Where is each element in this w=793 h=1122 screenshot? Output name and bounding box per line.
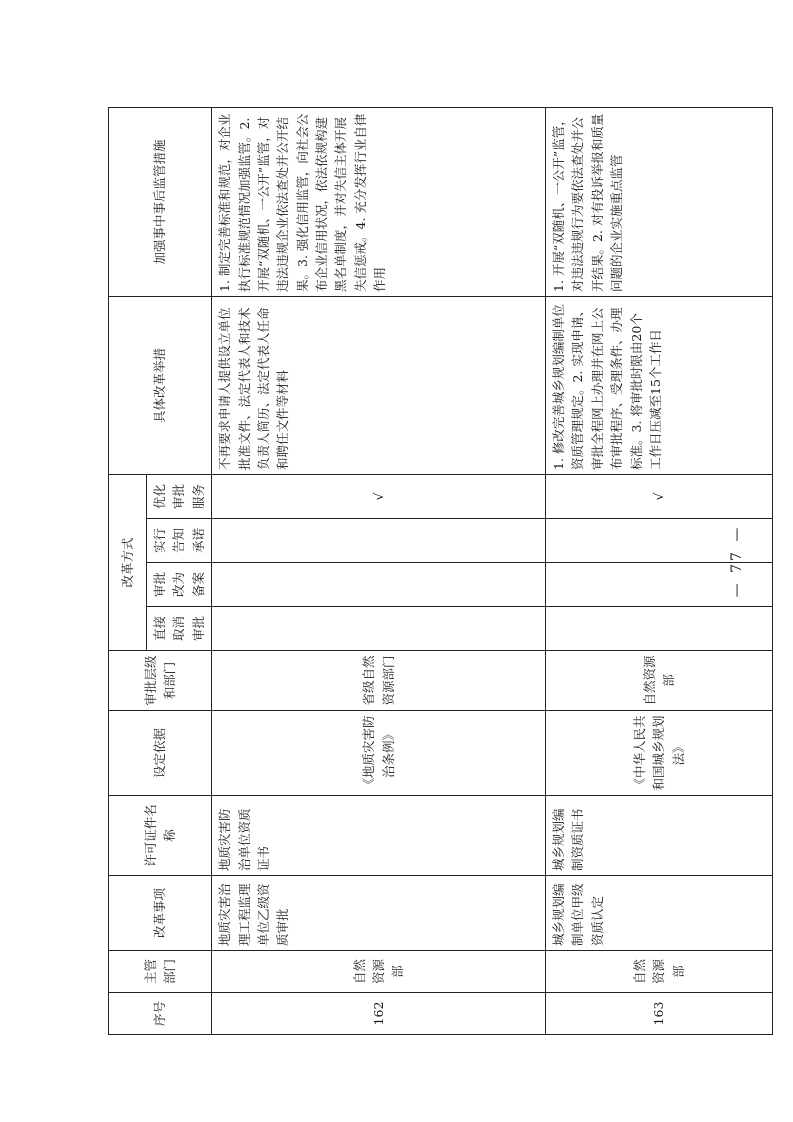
table-row-162	[212, 107, 546, 1034]
header-supervision: 加强事中事后监管措施	[109, 107, 212, 296]
cell-notify	[212, 519, 546, 563]
page-number: — 77 —	[729, 524, 745, 598]
cell-level: 省级自然资源部门	[212, 651, 546, 711]
header-dept: 主管部门	[109, 951, 212, 993]
cell-cert: 城乡规划编制资质证书	[546, 796, 773, 876]
cell-seq: 162	[212, 993, 546, 1035]
cell-dept: 自然资源部	[546, 951, 773, 993]
cell-optimize-check: √	[546, 474, 773, 518]
cell-dept: 自然资源部	[212, 951, 546, 993]
header-method-notify: 实行告知承诺	[147, 519, 212, 563]
cell-measures: 1. 修改完善城乡规划编制单位资质管理规定。2. 实现申请、审批全程网上办理并在网上公布审批程序、受理条件、办理标准。3. 将审批时限由20个工作日压减至15个工作日	[546, 296, 773, 474]
cell-cert: 地质灾害防治单位资质证书	[212, 796, 546, 876]
cell-supervision: 1. 制定完善标准和规范，对企业执行标准规范情况加强监管。2. 开展“双随机、一公开”监管，对违法违规企业依法查处并公开结果。3. 强化信用监管，向社会公布企业信用状况，依法依规构建黑名单制度，并对失信主体开展失信惩戒。4. 充分发挥行业自律作用	[212, 107, 546, 296]
header-basis: 设定依据	[109, 711, 212, 796]
cell-item: 城乡规划编制单位甲级资质认定	[546, 876, 773, 951]
cell-measures: 不再要求申请人提供设立单位批准文件、法定代表人和技术负责人简历、法定代表人任命和聘任文件等材料	[212, 296, 546, 474]
cell-basis: 《地质灾害防治条例》	[212, 711, 546, 796]
cell-basis: 《中华人民共和国城乡规划法》	[546, 711, 773, 796]
header-item: 改革事项	[109, 876, 212, 951]
cell-level: 自然资源部	[546, 651, 773, 711]
header-method-filing: 审批改为备案	[147, 563, 212, 607]
cell-cancel	[546, 607, 773, 651]
cell-supervision: 1. 开展“双随机、一公开”监管，对违法违规行为要依法查处并公开结果。2. 对有投诉举报和质量问题的企业实施重点监管	[546, 107, 773, 296]
cell-seq: 163	[546, 993, 773, 1035]
cell-item: 地质灾害治理工程监理单位乙级资质审批	[212, 876, 546, 951]
cell-cancel	[212, 607, 546, 651]
header-cert: 许可证件名称	[109, 796, 212, 876]
header-row-top	[109, 107, 147, 1034]
rotated-table-container	[108, 108, 773, 1035]
header-method-optimize: 优化审批服务	[147, 474, 212, 518]
cell-optimize-check: √	[212, 474, 546, 518]
header-method-group: 改革方式	[109, 474, 147, 650]
header-seq: 序号	[109, 993, 212, 1035]
header-level: 审批层级和部门	[109, 651, 212, 711]
reform-table	[108, 107, 773, 1035]
header-method-cancel: 直接取消审批	[147, 607, 212, 651]
cell-filing	[212, 563, 546, 607]
header-measures: 具体改革举措	[109, 296, 212, 474]
